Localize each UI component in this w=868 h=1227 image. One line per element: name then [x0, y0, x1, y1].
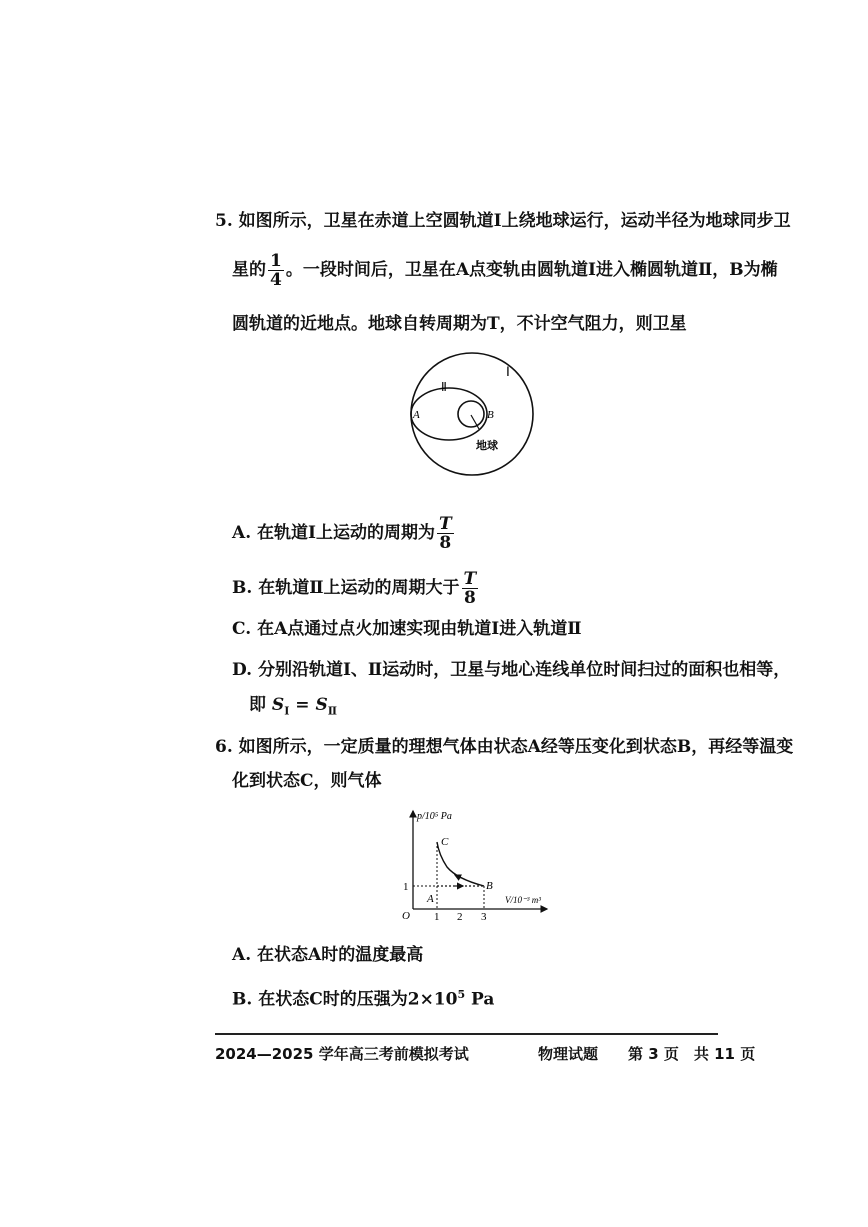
q5-stem-line3: 圆轨道的近地点。地球自转周期为T，不计空气阻力，则卫星 [232, 314, 687, 334]
q5-option-D-sub2: Ⅱ [327, 704, 338, 718]
q5-option-B-den: 8 [463, 588, 476, 608]
q5-option-B [232, 570, 480, 607]
q5-option-D-S2: S [315, 695, 328, 715]
q6-option-B-sup: 5 [457, 988, 466, 1001]
q5-fraction-num: 1 [270, 251, 282, 271]
pv-xlabel: V/10⁻³ m³ [505, 895, 541, 905]
q5-option-D-cont-pre: 即 [249, 695, 266, 715]
earth-circle [458, 401, 484, 427]
orbit-I-circle [411, 353, 533, 475]
pv-xtick-3: 3 [481, 911, 487, 923]
q5-option-A-den: 8 [439, 533, 452, 553]
label-point-B: B [487, 409, 494, 421]
q5-stem-line2 [232, 252, 778, 289]
pv-diagram [395, 805, 555, 923]
footer-exam-name: 2024—2025 学年高三考前模拟考试 [215, 1045, 469, 1063]
pv-xtick-1: 1 [434, 911, 440, 923]
pv-origin: O [402, 910, 410, 922]
label-orbit-I: Ⅰ [506, 364, 510, 379]
q6-option-B-text: B. 在状态C时的压强为2×10 [232, 989, 458, 1010]
label-point-A: A [413, 409, 420, 421]
pv-label-C: C [441, 836, 449, 848]
q5-stem-line1: 5. 如图所示，卫星在赤道上空圆轨道Ⅰ上绕地球运行，运动半径为地球同步卫 [215, 211, 791, 231]
q6-option-A: A. 在状态A时的温度最高 [232, 945, 424, 965]
q5-option-C: C. 在A点通过点火加速实现由轨道Ⅰ进入轨道Ⅱ [232, 619, 582, 639]
footer-subject: 物理试题 [538, 1045, 599, 1063]
footer-rule [215, 1033, 718, 1035]
pv-ytick-1: 1 [403, 881, 409, 893]
pv-xtick-2: 2 [457, 911, 463, 923]
q5-option-B-frac [462, 570, 479, 607]
q5-option-A-num: T [438, 514, 452, 534]
q5-option-D-S1: S [271, 695, 285, 715]
q5-option-D-sub1: Ⅰ [284, 704, 290, 718]
pv-label-A: A [427, 893, 434, 905]
q5-option-A-text: A. 在轨道Ⅰ上运动的周期为 [232, 523, 435, 543]
label-earth: 地球 [476, 440, 498, 452]
q5-stem-line2-post: 。一段时间后，卫星在A点变轨由圆轨道Ⅰ进入椭圆轨道Ⅱ，B为椭 [285, 260, 778, 280]
q6-stem-line1: 6. 如图所示，一定质量的理想气体由状态A经等压变化到状态B，再经等温变 [215, 737, 794, 757]
q5-option-B-num: T [463, 569, 477, 589]
q5-fraction-den: 4 [270, 270, 282, 290]
label-orbit-II: Ⅱ [441, 380, 447, 394]
pv-curve-BC [437, 842, 484, 886]
q5-option-A [232, 515, 456, 552]
pv-ylabel: p/10⁵ Pa [417, 811, 452, 822]
q6-stem-line2: 化到状态C，则气体 [232, 771, 382, 791]
q5-option-B-text: B. 在轨道Ⅱ上运动的周期大于 [232, 578, 460, 598]
q5-option-D: D. 分别沿轨道Ⅰ、Ⅱ运动时，卫星与地心连线单位时间扫过的面积也相等， [232, 660, 791, 680]
q5-option-D-eq: = [289, 695, 316, 715]
pv-label-B: B [486, 880, 493, 892]
orbit-II-ellipse [411, 388, 487, 440]
q6-option-B-unit: Pa [465, 989, 495, 1010]
q5-fraction [268, 252, 284, 289]
footer-page-number: 第 3 页 共 11 页 [628, 1045, 756, 1063]
q6-option-B [232, 984, 494, 1011]
q5-option-A-frac [437, 515, 454, 552]
q5-stem-line2-pre: 星的 [232, 260, 266, 280]
orbit-figure [400, 345, 545, 485]
q5-option-D-cont [249, 694, 337, 722]
